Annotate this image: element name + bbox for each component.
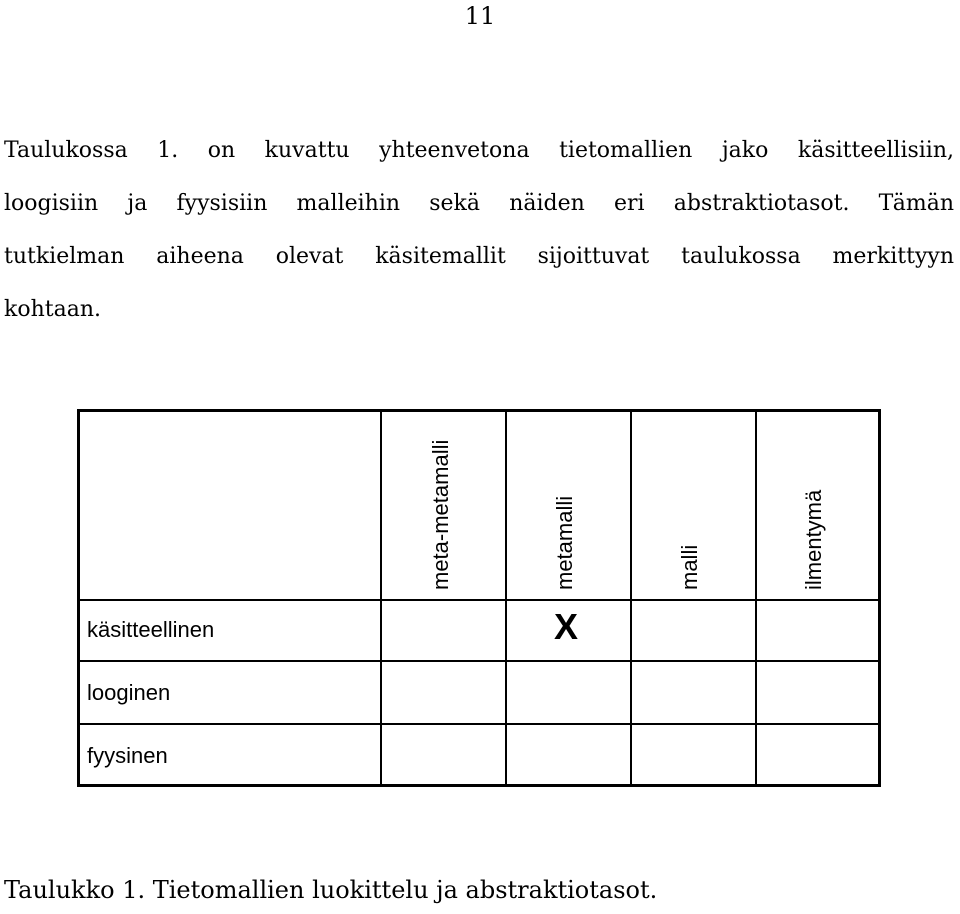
row-label-kasitteellinen: käsitteellinen: [87, 617, 215, 642]
classification-table: [77, 409, 881, 787]
column-header-metamalli: metamalli: [552, 495, 577, 590]
paragraph-line: loogisiin ja fyysisiin malleihin sekä näiden eri abstraktiotasot. Tämän: [4, 191, 954, 216]
column-header-ilmentyma: ilmentymä: [801, 489, 826, 590]
body-paragraph: [4, 124, 954, 336]
paragraph-line: tutkielman aiheena olevat käsitemallit sijoittuvat taulukossa merkittyyn: [4, 244, 954, 269]
page-number: 11: [464, 2, 496, 30]
paragraph-line: kohtaan.: [4, 297, 101, 322]
row-label-looginen: looginen: [87, 680, 171, 705]
row-label-fyysinen: fyysinen: [87, 743, 168, 768]
paragraph-line: Taulukossa 1. on kuvattu yhteenvetona tietomallien jako käsitteellisiin,: [4, 138, 954, 163]
table-caption: Taulukko 1. Tietomallien luokittelu ja abstraktiotasot.: [4, 876, 658, 904]
table-column-divider: [755, 412, 757, 784]
table-cell-mark: X: [554, 606, 579, 647]
table-column-divider: [630, 412, 632, 784]
table-row-divider: [80, 723, 878, 725]
column-header-malli: malli: [677, 544, 702, 590]
table-column-divider: [380, 412, 382, 784]
column-header-meta-metamalli: meta-metamalli: [428, 439, 453, 590]
table-row-divider: [80, 660, 878, 662]
table-row-divider: [80, 599, 878, 601]
table-column-divider: [505, 412, 507, 784]
